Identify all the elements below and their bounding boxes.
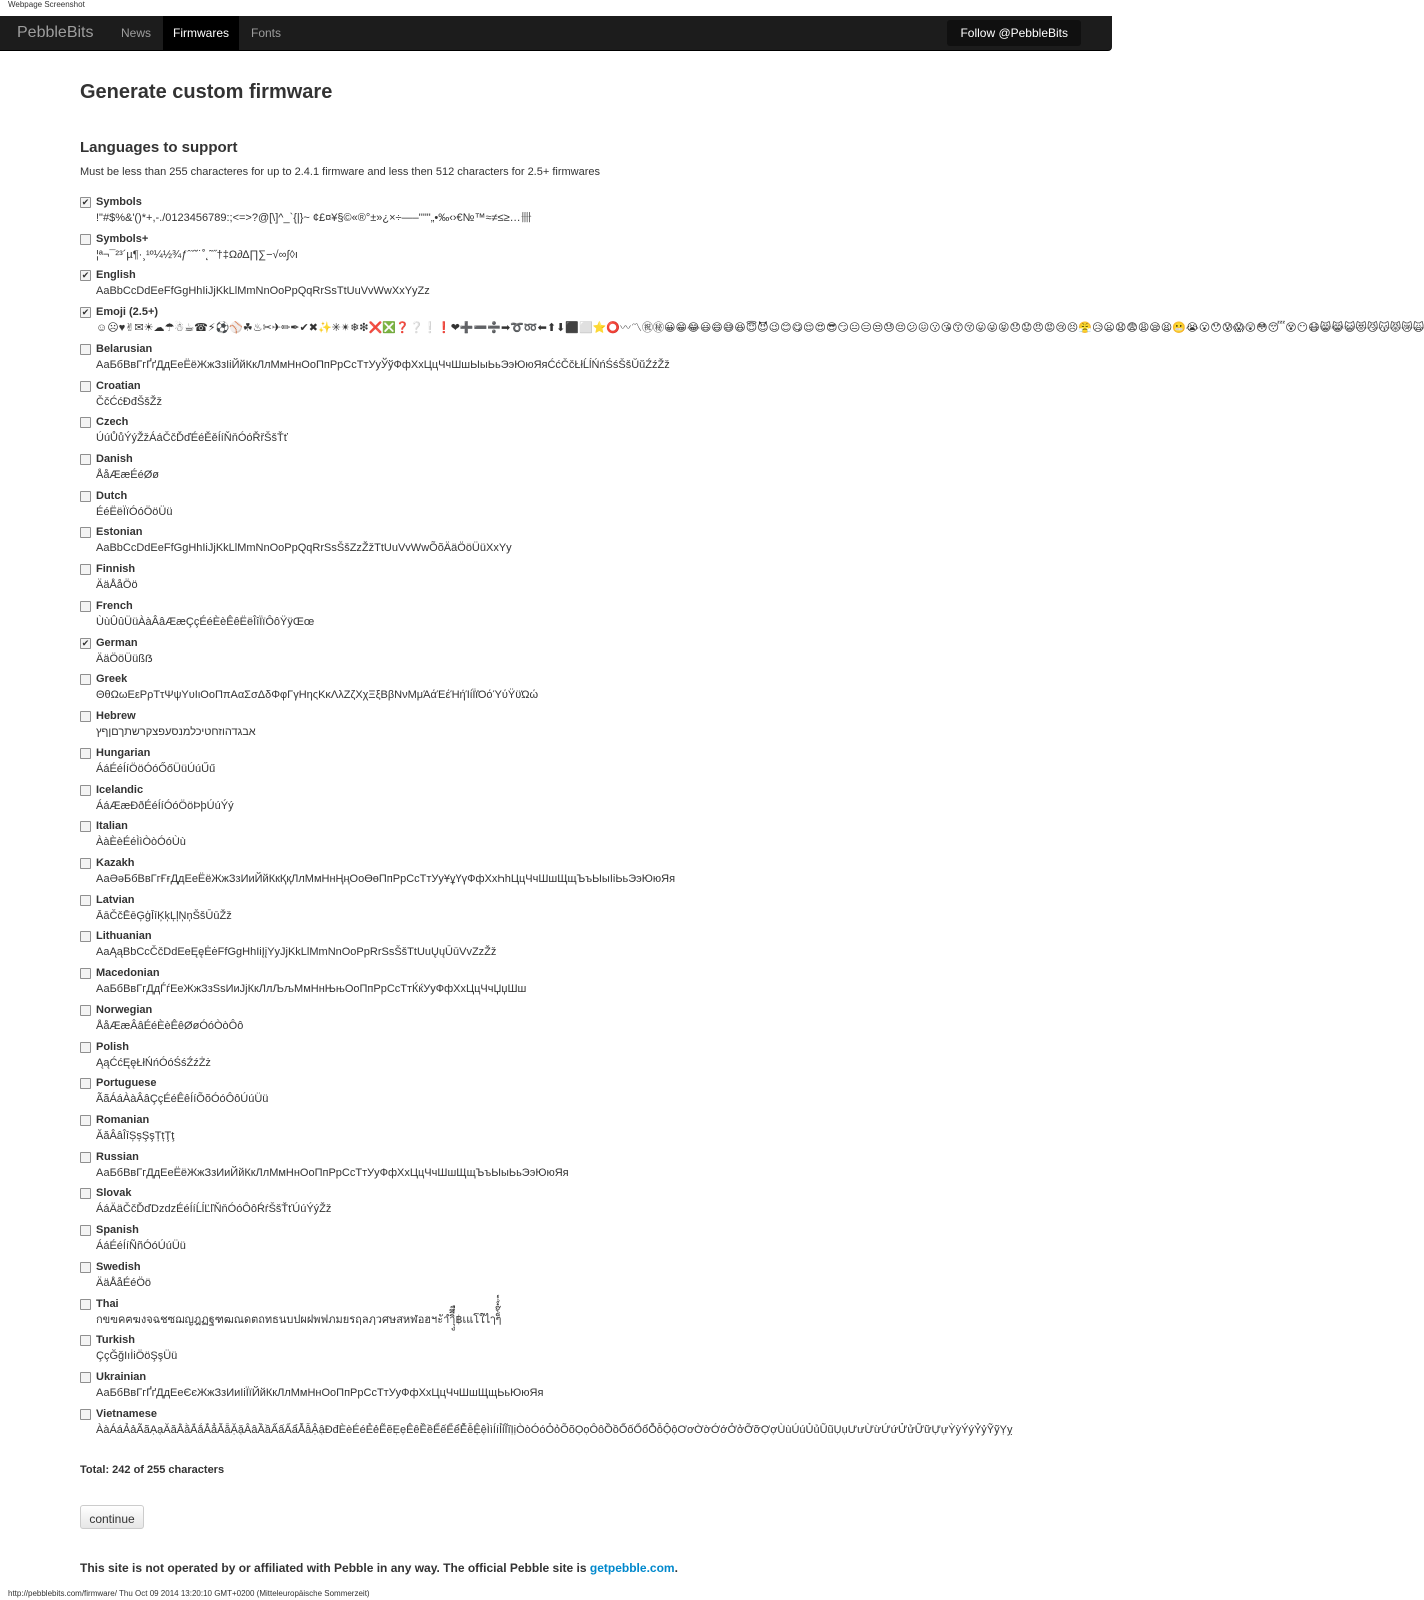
language-name[interactable]: Turkish [96, 1334, 135, 1347]
language-characters: ÄäÅåÖö [96, 579, 138, 592]
language-characters: ÀàÈèÉéÌìÒòÓóÙù [96, 836, 186, 849]
section-subtitle: Must be less than 255 characteres for up to 2.4.1 firmware and less then 512 characters for 2.5+ firmwares [80, 166, 601, 178]
language-item [80, 1297, 1180, 1334]
language-name[interactable]: Polish [96, 1040, 130, 1053]
language-characters: ΘθΩωΕεΡρΤτΨψΥυΙιΟοΠπΑαΣσΔδΦφΓγΗηςΚκΛλΖζΧχΞξΒβΝνΜμΆάΈέΉήΊίΪϊΌόΎύΫϋΏώ [96, 689, 539, 702]
language-name[interactable]: Russian [96, 1150, 139, 1163]
language-item [80, 636, 1180, 673]
language-list [80, 195, 1424, 1443]
language-checkbox[interactable] [80, 1299, 91, 1310]
language-characters: ÄäÖöÜüßẞ [96, 652, 153, 665]
language-item [80, 819, 1180, 856]
language-name[interactable]: Finnish [96, 563, 136, 576]
nav-link-fonts[interactable]: Fonts [251, 26, 282, 40]
language-item [80, 1223, 1180, 1260]
language-item [80, 525, 1180, 562]
language-checkbox[interactable] [80, 454, 91, 465]
language-item [80, 1076, 1180, 1113]
language-characters: ¦ª¬¯²³´µ¶·¸¹º¼½¾ƒˆˇ˘˙˚˛˜˝†‡Ω∂∆∏∑−√∞∫◊ı [96, 248, 298, 261]
language-item [80, 1260, 1180, 1297]
language-checkbox[interactable] [80, 674, 91, 685]
language-item [80, 1113, 1180, 1150]
language-characters: ÁáÉéÍíÖöÓóŐőÜüÚúŰű [96, 762, 216, 775]
language-name[interactable]: Latvian [96, 893, 135, 906]
language-checkbox[interactable] [80, 1152, 91, 1163]
language-item [80, 599, 1180, 636]
language-characters: ÀàÁáẢảÃãẠạĂăẰằẮắẲẳẴẵẶặÂâẦầẤấẨẩẪẫẬậĐđÈèÉéẺẻẼẽẸẹÊêỀềẾếỂểỄễỆệÌìÍíỈỉĨĩỊịÒòÓóỎỏÕõỌọÔôỒồỐốỔổỖỗỘộƠơỜờỚớỞởỠỡỢợÙùÚúỦủŨũỤụƯưỪừỨứỬửỮữỰựỲỳÝýỶỷỸỹỴỵ [96, 1423, 1013, 1436]
disclaimer-text: This site is not operated by or affiliated with Pebble in any way. The official Pebble site is [80, 1561, 590, 1575]
language-name[interactable]: Dutch [96, 489, 128, 502]
language-checkbox[interactable] [80, 821, 91, 832]
language-item [80, 415, 1180, 452]
language-checkbox[interactable] [80, 895, 91, 906]
language-item [80, 195, 1180, 232]
language-name[interactable]: Spanish [96, 1224, 139, 1237]
language-item [80, 966, 1180, 1003]
language-name[interactable]: Hungarian [96, 746, 151, 759]
continue-button[interactable]: continue [80, 1505, 144, 1529]
disclaimer [80, 1560, 678, 1576]
language-characters: ÙùÛûÜüÀàÂâÆæÇçÉéÈèÊêËëÎîÏïÔôŸÿŒœ [96, 615, 315, 628]
language-checkbox[interactable] [80, 1335, 91, 1346]
language-name[interactable]: Estonian [96, 526, 143, 539]
page-title: Generate custom firmware [80, 81, 333, 103]
language-checkbox[interactable] [80, 1078, 91, 1089]
language-checkbox[interactable] [80, 344, 91, 355]
language-checkbox[interactable] [80, 931, 91, 942]
language-characters: ÄäÅåÉéÖö [96, 1276, 152, 1289]
language-name[interactable]: Danish [96, 453, 133, 466]
language-characters: ÁáÄäČčĎďDzdzÉéÍíĹĺĽľŇňÓóÔôŔŕŠšŤťÚúÝýŽž [96, 1203, 332, 1216]
language-name[interactable]: Czech [96, 416, 129, 429]
language-characters: AaBbCcDdEeFfGgHhIiJjKkLlMmNnOoPpQqRrSsŠšZzŽžTtUuVvWwÕõÄäÖöÜüXxYy [96, 542, 512, 555]
language-characters: AaĄąBbCcČčDdEeĘęĖėFfGgHhIiĮįYyJjKkLlMmNnOoPpRrSsŠšTtUuŲųŪūVvZzŽž [96, 946, 497, 959]
language-characters: אבגדהוזחטיכלמנסעפצקרשתךםןףץ [96, 726, 256, 739]
language-name[interactable]: Kazakh [96, 856, 135, 869]
language-characters: กขฃคฅฆงจฉชซฌญฎฏฐฑฒณดตถทธนบปผฝพฟภมยรฤลฦวศษสหฬอฮฯะัาำิีึืฺุู฿เแโใไๅๆ็่้๊๋์ํ๎ [96, 1313, 502, 1326]
language-name[interactable]: Greek [96, 673, 128, 686]
language-characters: АаБбВвГгҐґДдЕеЄєЖжЗзИиІіЇїЙйКкЛлМмНнОоПпРрСсТтУуФфХхЦцЧчШшЩщЬьЮюЯя [96, 1387, 544, 1399]
language-checkbox[interactable] [80, 858, 91, 869]
language-item [80, 1186, 1180, 1223]
language-name[interactable]: Thai [96, 1297, 119, 1310]
language-checkbox[interactable] [80, 711, 91, 722]
total-count: Total: 242 of 255 characters [80, 1464, 225, 1476]
language-name[interactable]: Icelandic [96, 783, 144, 796]
capture-header: Webpage Screenshot [8, 0, 85, 9]
language-name[interactable]: Croatian [96, 379, 141, 392]
language-name[interactable]: Italian [96, 820, 128, 833]
language-characters: ÁáÆæÐðÉéÍíÓóÖöÞþÚúÝý [96, 799, 234, 812]
language-characters: ĂăÂâÎîȘșŞşȚțŢţ [96, 1129, 175, 1142]
language-item [80, 783, 1180, 820]
language-item [80, 929, 1180, 966]
disclaimer-suffix: . [674, 1561, 678, 1575]
language-characters: ÚúŮůÝýŽžÁáČčĎďÉéĚěÍíŇňÓóŘřŠšŤť [96, 432, 288, 445]
language-characters: АаБбВвГгДдЃѓЕеЖжЗзЅѕИиЈјКкЛлЉљМмНнЊњОоПпРрСсТтЌќУуФфХхЦцЧчЏџШш [96, 983, 527, 996]
language-characters: ☺☹♥✌✉☀☁☂☃☕☎⚡⚽⚾☘♨✂✈✏✒✔✖✨✳✴❄❇❌❎❓❔❕❗❤➕➖➗➡➰➿⬅⬆⬇⬛⬜⭐⭕〰〽㊗㊙😀😁😂😃😄😅😆😇😈😉😊😋😌😍😎😏😐😑😒😓😔😕😖😗😘😙😚😛😜😝😞😟😠😡😢😣😤😥😦😧😨😩😪😫😬😭😮😯😰😱😲😳😴😵😶😷😸😹😺😻😼😽😾😿🙀 [96, 322, 1424, 335]
section-title: Languages to support [80, 139, 238, 156]
language-name[interactable]: Portuguese [96, 1077, 157, 1090]
language-checkbox[interactable]: ✔ [81, 637, 90, 648]
nav-link-news[interactable]: News [121, 26, 152, 40]
language-item [80, 342, 1180, 379]
brand-logo[interactable]: PebbleBits [17, 24, 94, 41]
language-item [80, 1003, 1180, 1040]
language-characters: ÅåÆæÂâÉéÈèÊêØøÓóÒòÔô [96, 1019, 244, 1032]
top-navbar [0, 16, 1112, 51]
language-characters: АаБбВвГгДдЕеЁёЖжЗзИиЙйКкЛлМмНнОоПпРрСсТтУуФфХхЦцЧчШшЩщЪъЫыЬьЭэЮюЯя [96, 1166, 569, 1179]
language-checkbox[interactable] [80, 601, 91, 612]
language-name[interactable]: Ukrainian [96, 1371, 147, 1383]
language-checkbox[interactable] [80, 1262, 91, 1273]
language-name[interactable]: Symbols [96, 196, 142, 208]
language-item [80, 893, 1180, 930]
language-name[interactable]: Belarusian [96, 342, 153, 355]
language-name[interactable]: French [96, 599, 133, 612]
language-item [80, 709, 1180, 746]
language-checkbox[interactable] [80, 234, 91, 245]
language-name[interactable]: Emoji (2.5+) [96, 306, 159, 319]
language-name[interactable]: Lithuanian [96, 930, 152, 943]
language-name[interactable]: Macedonian [96, 967, 160, 980]
language-checkbox[interactable] [80, 748, 91, 759]
language-name[interactable]: Norwegian [96, 1003, 153, 1016]
language-checkbox[interactable] [80, 1372, 91, 1383]
language-characters: ÅåÆæÉéØø [96, 469, 159, 482]
language-characters: ÇçĞğIıİiÖöŞşÜü [96, 1350, 178, 1363]
language-characters: ÉéËëÏïÓóÖöÜü [96, 505, 173, 518]
capture-footer: http://pebblebits.com/firmware/ Thu Oct 09 2014 13:20:10 GMT+0200 (Mitteleuropäische Sommerzeit) [8, 1589, 370, 1598]
language-item [80, 305, 1424, 342]
language-characters: !"#$%&'()*+,-./0123456789:;<=>?@[\]^_`{|}~ ¢£¤¥§©«®°±»¿×÷—–''""„•‰‹›€№™≈≠≤≥…卌 [96, 212, 532, 224]
language-item [80, 1150, 1180, 1187]
language-characters: ĀāČčĒēĢģĪīĶķĻļŅņŠšŪūŽž [96, 909, 232, 922]
language-checkbox[interactable] [80, 1188, 91, 1199]
language-checkbox[interactable] [80, 527, 91, 538]
language-checkbox[interactable] [80, 1115, 91, 1126]
language-item [80, 1370, 1180, 1407]
language-checkbox[interactable] [80, 1225, 91, 1236]
language-checkbox[interactable]: ✔ [81, 307, 90, 318]
language-item [80, 452, 1180, 489]
language-checkbox[interactable] [80, 381, 91, 392]
language-item [80, 1333, 1180, 1370]
language-checkbox[interactable] [80, 1409, 91, 1420]
language-checkbox[interactable]: ✔ [81, 197, 90, 207]
language-characters: АаӘәБбВвГгҒғДдЕеЁёЖжЗзИиЙйКкҚқЛлМмНнҢңОоӨөПпРрСсТтУуҰұҮүФфХхҺһЦцЧчШшЩщЪъЫыІіЬьЭэЮюЯя [96, 872, 676, 885]
language-item [80, 1040, 1180, 1077]
language-checkbox[interactable] [80, 1005, 91, 1016]
language-characters: ĄąĆćĘęŁłŃńÓóŚśŹźŻż [96, 1056, 211, 1069]
language-item [80, 856, 1180, 893]
getpebble-link[interactable]: getpebble.com [589, 1561, 675, 1575]
language-checkbox[interactable] [80, 785, 91, 796]
language-checkbox[interactable] [80, 968, 91, 979]
language-checkbox[interactable]: ✔ [81, 270, 90, 281]
language-checkbox[interactable] [80, 417, 91, 428]
language-name[interactable]: Romanian [96, 1113, 150, 1126]
language-item [80, 268, 1180, 305]
language-checkbox[interactable] [80, 564, 91, 575]
language-name[interactable]: English [96, 269, 136, 282]
language-name[interactable]: German [96, 636, 138, 649]
language-characters: AaBbCcDdEeFfGgHhIiJjKkLlMmNnOoPpQqRrSsTtUuVvWwXxYyZz [96, 285, 430, 298]
language-item [80, 562, 1180, 599]
language-name[interactable]: Symbols+ [96, 232, 149, 245]
language-name[interactable]: Swedish [96, 1260, 141, 1273]
language-characters: ÁáÉéÍíÑñÓóÚúÜü [96, 1240, 186, 1253]
language-checkbox[interactable] [80, 491, 91, 502]
language-name[interactable]: Vietnamese [96, 1407, 157, 1420]
language-name[interactable]: Hebrew [96, 710, 136, 723]
language-item [80, 746, 1180, 783]
language-characters: АаБбВвГгҐґДдЕеЁёЖжЗзІіЙйКкЛлМмНнОоПпРрСсТтУуЎўФфХхЦцЧчШшЫыЬьЭэЮюЯяĆćČčŁłĹĺŃńŚśŠšŬŭŹźŽž [96, 358, 670, 371]
follow-twitter-button[interactable]: Follow @PebbleBits [947, 20, 1081, 46]
language-item [80, 489, 1180, 526]
language-characters: ČčĆćĐđŠšŽž [96, 395, 163, 408]
language-characters: ÃãÁáÀàÂâÇçÉéÊêÍíÕõÓóÔôÚúÜü [96, 1093, 269, 1106]
language-item [80, 672, 1180, 709]
language-name[interactable]: Slovak [96, 1187, 132, 1200]
language-item [80, 1407, 1180, 1444]
language-checkbox[interactable] [80, 1042, 91, 1053]
language-item [80, 379, 1180, 416]
language-item [80, 232, 1180, 269]
nav-link-firmwares[interactable]: Firmwares [163, 16, 239, 50]
